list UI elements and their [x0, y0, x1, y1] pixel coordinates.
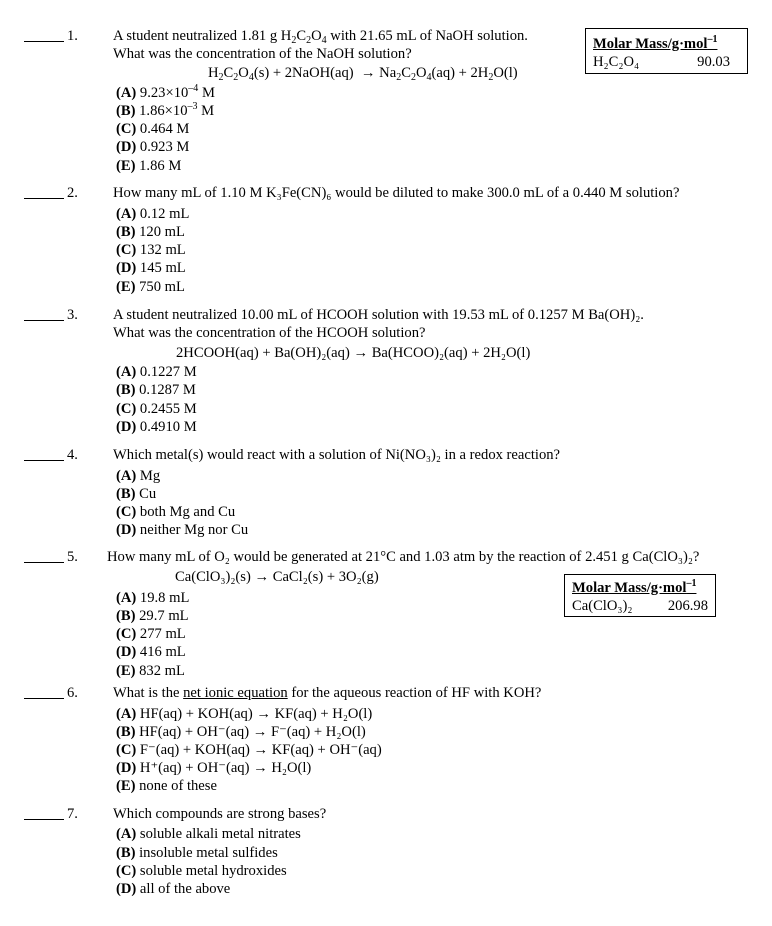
question-1-option-a[interactable]: (A) $9.23\times 10^{-4}$ M	[116, 83, 215, 101]
question-2-option-e[interactable]: (E) 750 mL	[116, 279, 185, 295]
molar-mass-compound-1: H₂C₂O₄	[593, 54, 640, 70]
answer-blank-6[interactable]	[24, 698, 64, 699]
question-number-2: 2.	[67, 185, 78, 201]
question-number-1: 1.	[67, 28, 78, 44]
question-7-option-b[interactable]: (B) insoluble metal sulfides	[116, 845, 278, 861]
question-number-7: 7.	[67, 806, 78, 822]
question-7-option-a[interactable]: (A) soluble alkali metal nitrates	[116, 826, 301, 842]
question-7-option-c[interactable]: (C) soluble metal hydroxides	[116, 863, 287, 879]
molar-mass-value-1: 90.03	[697, 54, 730, 70]
question-6-option-c[interactable]: (C) F⁻(aq) + KOH(aq) → KF(aq) + OH⁻(aq)	[116, 742, 382, 758]
question-4-stem: Which metal(s) would react with a solution of Ni(NO₃)₂ in a redox reaction?	[113, 447, 561, 463]
question-5-stem: How many mL of O₂ would be generated at 21°C and 1.03 atm by the reaction of 2.451 g Ca(ClO₃)₂?	[107, 549, 700, 565]
question-4-option-c[interactable]: (C) both Mg and Cu	[116, 504, 236, 520]
question-5-option-c[interactable]: (C) 277 mL	[116, 626, 186, 642]
question-5-option-a[interactable]: (A) 19.8 mL	[116, 590, 190, 606]
question-number-3: 3.	[67, 307, 78, 323]
question-6-option-b[interactable]: (B) HF(aq) + OH⁻(aq) → F⁻(aq) + H₂O(l)	[116, 724, 366, 740]
question-7-option-d[interactable]: (D) all of the above	[116, 881, 231, 897]
question-2-option-b[interactable]: (B) 120 mL	[116, 224, 185, 240]
question-4-option-a[interactable]: (A) Mg	[116, 468, 161, 484]
question-4-option-b[interactable]: (B) Cu	[116, 486, 157, 502]
question-3-option-a[interactable]: (A) 0.1227 M	[116, 364, 197, 380]
question-5-option-b[interactable]: (B) 29.7 mL	[116, 608, 189, 624]
question-1-option-d[interactable]: (D) 0.923 M	[116, 139, 190, 155]
answer-blank-4[interactable]	[24, 460, 64, 461]
question-number-6: 6.	[67, 685, 78, 701]
answer-blank-2[interactable]	[24, 198, 64, 199]
molar-mass-header-1: Molar Mass/g·mol$^{-1}$	[593, 34, 718, 52]
question-1-stem-line2: What was the concentration of the NaOH solution?	[113, 46, 412, 62]
question-6-option-a[interactable]: (A) HF(aq) + KOH(aq) → KF(aq) + H₂O(l)	[116, 706, 373, 722]
question-3-stem-line2: What was the concentration of the HCOOH solution?	[113, 325, 426, 341]
question-2-option-a[interactable]: (A) 0.12 mL	[116, 206, 190, 222]
question-2-stem: How many mL of 1.10 M K₃Fe(CN)₆ would be diluted to make 300.0 mL of a 0.440 M solution?	[113, 185, 680, 201]
question-3-equation: 2HCOOH(aq) + Ba(OH)₂(aq) → Ba(HCOO)₂(aq) + 2H₂O(l)	[176, 345, 531, 361]
molar-mass-value-5: 206.98	[667, 598, 708, 614]
question-1-equation: $H_2C_2O_4(s)$ + 2NaOH(aq) → $Na_2C_2O_4(aq) + 2H_2O(l)$	[208, 65, 518, 83]
question-7-stem: Which compounds are strong bases?	[113, 806, 327, 822]
question-6-stem: What is the net ionic equation for the aqueous reaction of HF with KOH?	[113, 685, 542, 701]
molar-mass-box-5	[564, 574, 716, 617]
molar-mass-compound-5: Ca(ClO₃)₂	[572, 598, 633, 614]
question-number-5: 5.	[67, 549, 78, 565]
question-5-equation: Ca(ClO₃)₂(s) → CaCl₂(s) + 3O₂(g)	[175, 569, 379, 585]
answer-blank-5[interactable]	[24, 562, 64, 563]
answer-blank-1[interactable]	[24, 41, 64, 42]
answer-blank-7[interactable]	[24, 819, 64, 820]
question-1-option-c[interactable]: (C) 0.464 M	[116, 121, 190, 137]
molar-mass-box-1	[585, 28, 748, 74]
question-4-option-d[interactable]: (D) neither Mg nor Cu	[116, 522, 249, 538]
question-6-option-d[interactable]: (D) H⁺(aq) + OH⁻(aq) → H₂O(l)	[116, 760, 312, 776]
question-3-stem-line1: A student neutralized 10.00 mL of HCOOH solution with 19.53 mL of 0.1257 M Ba(OH)₂.	[113, 307, 644, 323]
question-1-option-e[interactable]: (E) 1.86 M	[116, 158, 182, 174]
question-number-4: 4.	[67, 447, 78, 463]
question-5-option-e[interactable]: (E) 832 mL	[116, 663, 185, 679]
question-1-option-b[interactable]: (B) $1.86\times 10^{-3}$ M	[116, 101, 215, 119]
question-3-option-c[interactable]: (C) 0.2455 M	[116, 401, 197, 417]
question-1-stem-line1: A student neutralized 1.81 g $H_2C_2O_4$ with 21.65 mL of NaOH solution.	[113, 28, 528, 46]
question-2-option-c[interactable]: (C) 132 mL	[116, 242, 186, 258]
question-3-option-b[interactable]: (B) 0.1287 M	[116, 382, 196, 398]
question-2-option-d[interactable]: (D) 145 mL	[116, 260, 186, 276]
question-3-option-d[interactable]: (D) 0.4910 M	[116, 419, 197, 435]
question-5-option-d[interactable]: (D) 416 mL	[116, 644, 186, 660]
answer-blank-3[interactable]	[24, 320, 64, 321]
question-6-option-e[interactable]: (E) none of these	[116, 778, 217, 794]
molar-mass-header-5: Molar Mass/g·mol$^{-1}$	[572, 578, 697, 596]
